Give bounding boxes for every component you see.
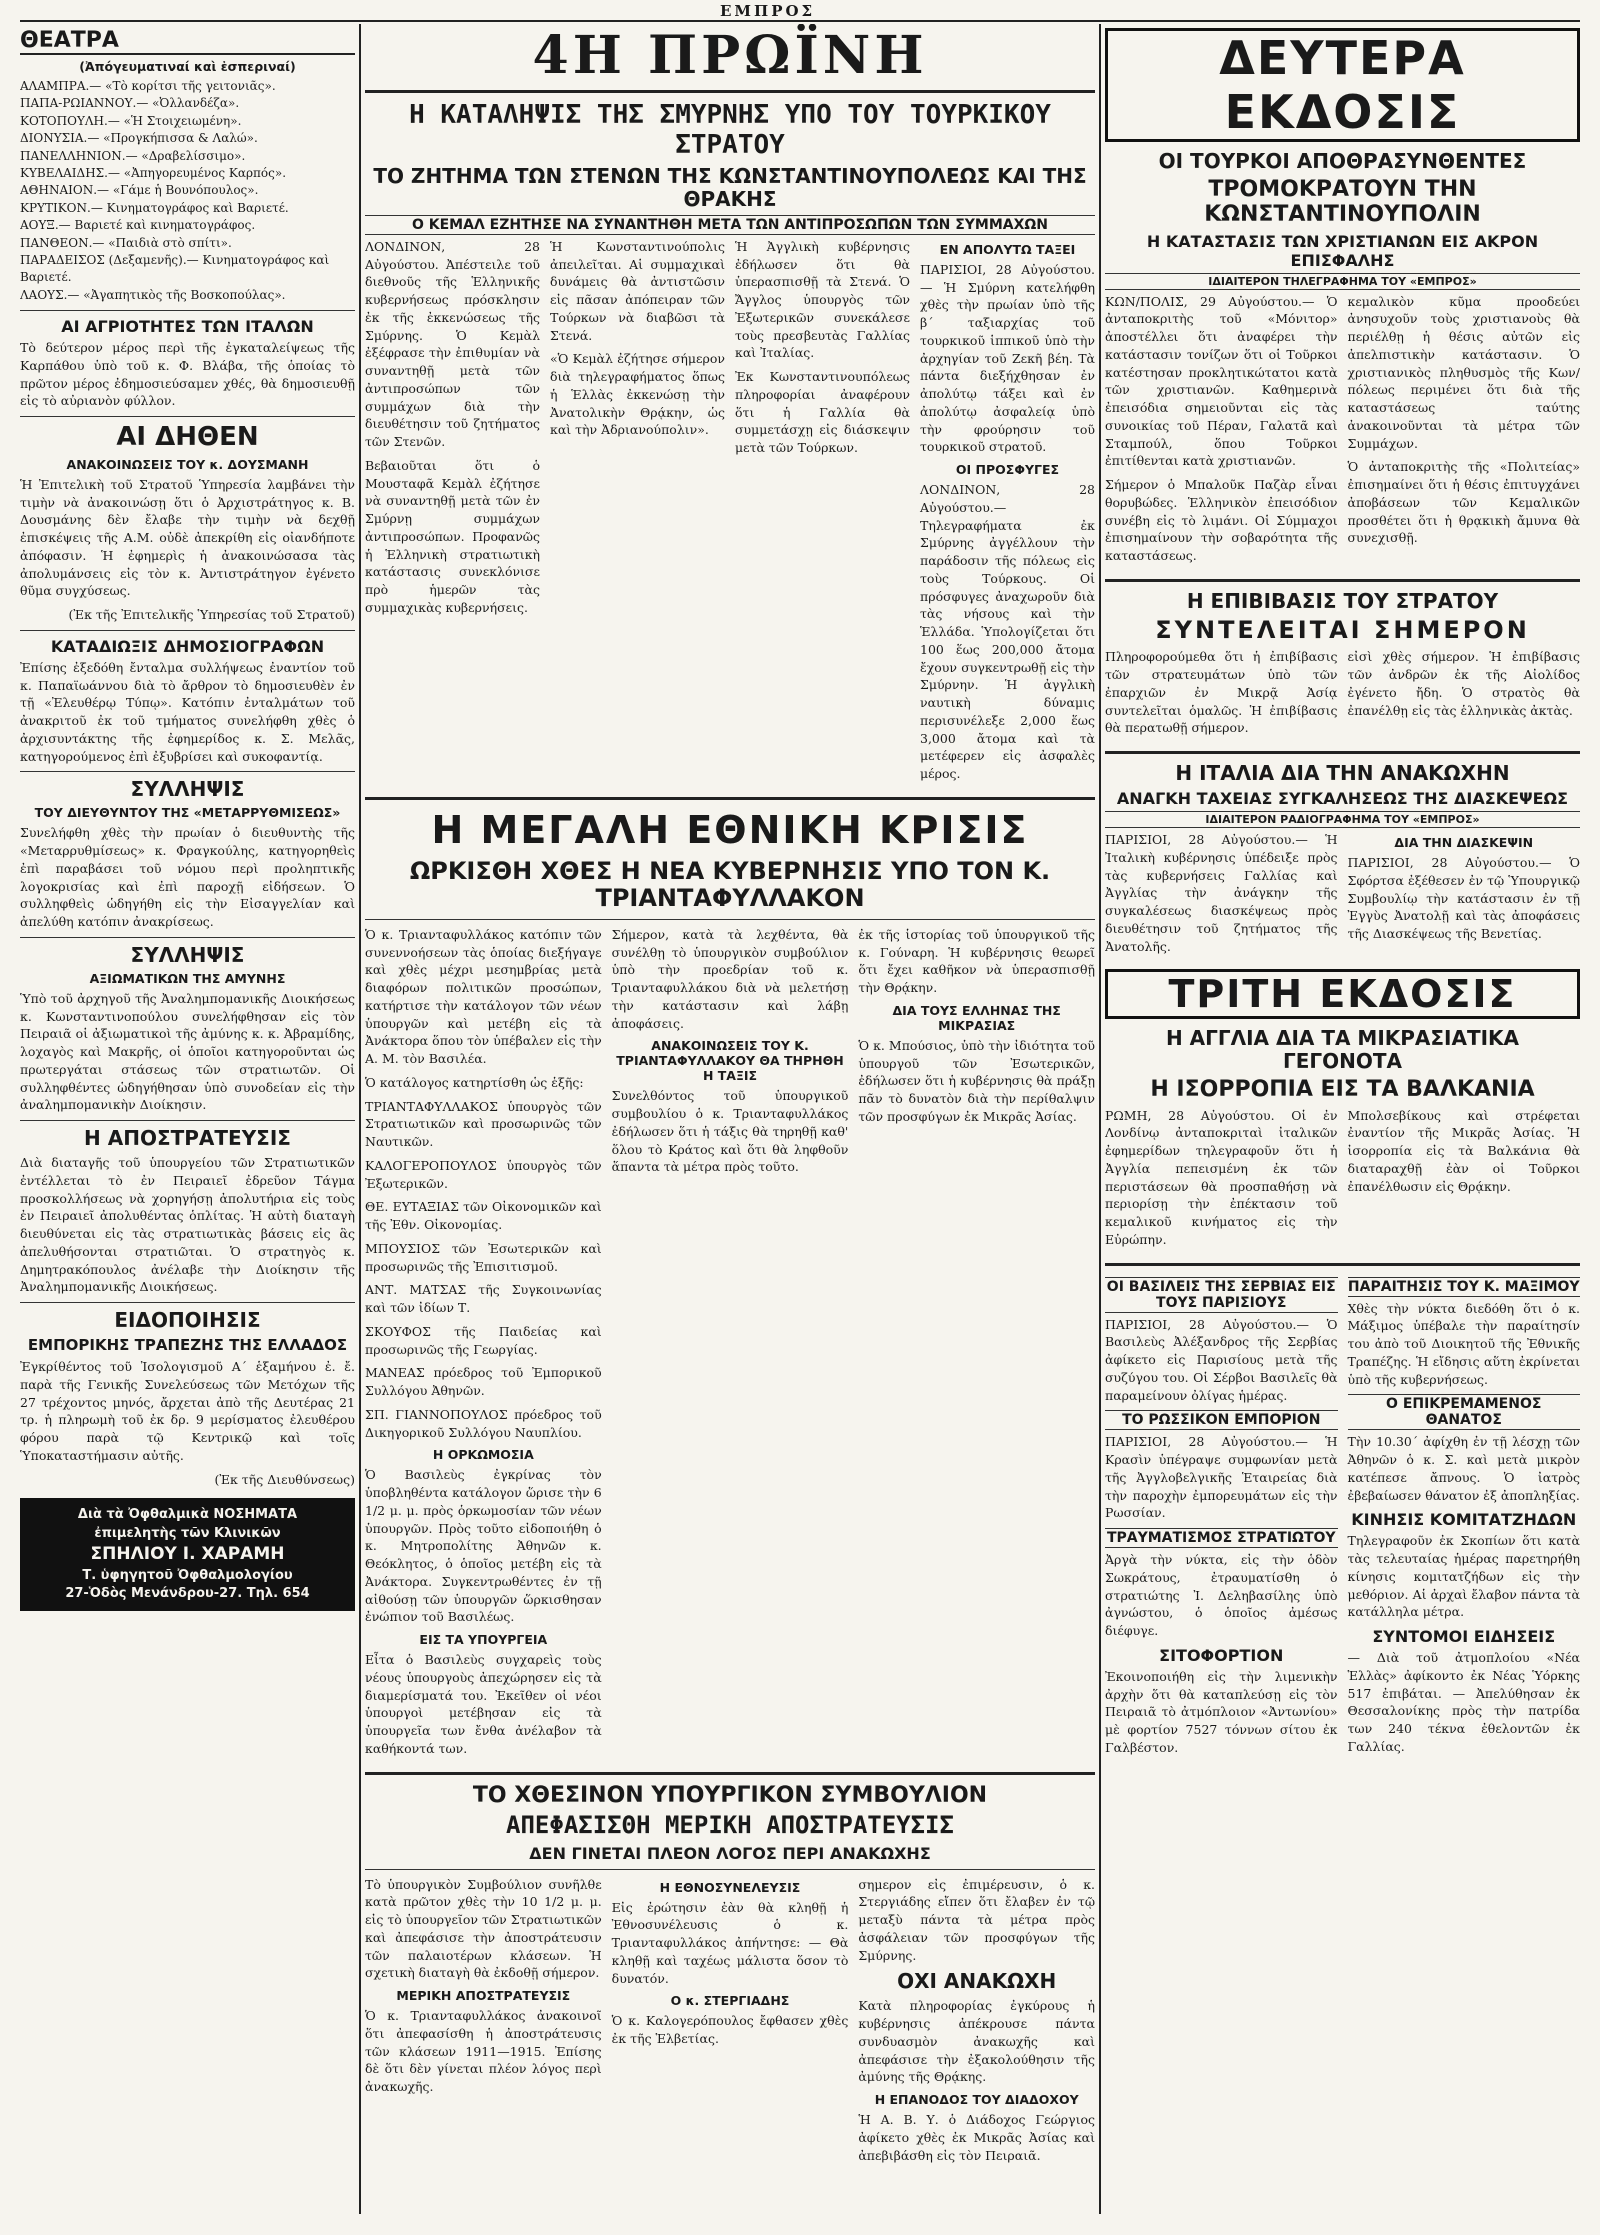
theatre-item: ΚΥΒΕΛΑΙΔΗΣ.— «Ἀπηγορευμένος Καρπός». (20, 165, 287, 180)
theatre-item: ΑΟΥΞ.— Βαριετέ καὶ κινηματογράφος. (20, 218, 256, 233)
article-text: Ὁ κατάλογος κατηρτίσθη ὡς ἑξῆς: (365, 1074, 584, 1090)
article-text: ΠΑΡΙΣΙΟΙ, 28 Αὐγούστου.— Ἡ Σμύρνη κατελήφθη χθὲς τὴν πρωίαν ὑπὸ τῆς β΄ ταξιαρχίας τοῦ τουρκικοῦ ἱππικοῦ ὑπὸ τὴν ἀρχηγίαν τοῦ Ζεκῆ βέη. Τὰ πάντα διεξήχθησαν ἐν ἀπολύτῳ τάξει καὶ ἐν ἀπολύτῳ ἀσφαλείᾳ ὑπὸ τὴν φρούρησιν τοῦ τουρκικοῦ στρατοῦ. (920, 261, 1095, 455)
article-text: Χθὲς τὴν νύκτα διεδόθη ὅτι ὁ κ. Μάξιμος ὑπέβαλε τὴν παραίτησίν του ἀπὸ τοῦ Διοικητοῦ τῆς Ἐθνικῆς Τραπέζης. Ἡ εἴδησις αὕτη ἐκρίνεται ὑπὸ τῆς κυβερνήσεως. (1347, 1300, 1580, 1387)
text-column (612, 926, 849, 1764)
divider (20, 630, 355, 631)
text-column (920, 238, 1095, 789)
article-text: ΡΩΜΗ, 28 Αὐγούστου. Οἱ ἐν Λονδίνῳ ἀνταποκριταὶ ἰταλικῶν ἐφημερίδων τηλεγραφοῦν ὅτι ἡ Ἀγγλία πεπεισμένη ἐκ τῶν περιστάσεων θὰ προσπαθήσῃ νὰ περιορίσῃ τὴν ἐπέκτασιν τοῦ κεμαλικοῦ κινήματος εἰς τὴν Εὐρώπην. (1105, 1107, 1338, 1247)
headline: Η ΚΑΤΑΣΤΑΣΙΣ ΤΩΝ ΧΡΙΣΤΙΑΝΩΝ ΕΙΣ ΑΚΡΟΝ ΕΠΙΣΦΑΛΗΣ (1146, 231, 1539, 270)
headline: ΤΟ ΧΘΕΣΙΝΟΝ ΥΠΟΥΡΓΙΚΟΝ ΣΥΜΒΟΥΛΙΟΝ (472, 1782, 988, 1808)
article-columns (365, 238, 1095, 789)
headline: Ο ΚΕΜΑΛ ΕΖΗΤΗΣΕ ΝΑ ΣΥΝΑΝΤΗΘΗ ΜΕΤΑ ΤΩΝ ΑΝΤΙΠΡΟΣΩΠΩΝ ΤΩΝ ΣΥΜΜΑΧΩΝ (365, 215, 1095, 235)
divider (1105, 579, 1580, 582)
ad-line: Διὰ τὰ Ὀφθαλμικὰ ΝΟΣΗΜΑΤΑ (77, 1507, 298, 1523)
theatre-item: ΠΑΝΕΛΛΗΝΙΟΝ.— «Δραβελίσσιμο». (20, 148, 246, 163)
article-subtitle: ΕΜΠΟΡΙΚΗΣ ΤΡΑΠΕΖΗΣ ΤΗΣ ΕΛΛΑΔΟΣ (27, 1336, 348, 1355)
minister-item: ΜΠΟΥΣΙΟΣ τῶν Ἐσωτερικῶν καὶ προσωρινῶς τῆς Ἐπισιτισμοῦ. (365, 1240, 602, 1274)
divider (365, 1772, 1095, 1775)
divider (365, 797, 1095, 800)
article-text: Τὴν 10.30΄ ἀφίχθη ἐν τῇ λέσχῃ τῶν Ἀθηνῶν ὁ κ. Σ. καὶ μετὰ μικρὸν κατέπεσε ἄπνους. Ὁ ἰατρὸς ἐβεβαίωσεν θάνατον ἐξ ἀποπληξίας. (1347, 1434, 1580, 1503)
divider (365, 919, 1095, 920)
article-title: ΑΙ ΑΓΡΙΟΤΗΤΕΣ ΤΩΝ ΙΤΑΛΩΝ (61, 317, 314, 337)
article-subtitle: ΔΙΑ ΤΟΥΣ ΕΛΛΗΝΑΣ ΤΗΣ ΜΙΚΡΑΣΙΑΣ (892, 1002, 1061, 1033)
headline: ΤΟ ΖΗΤΗΜΑ ΤΩΝ ΣΤΕΝΩΝ ΤΗΣ ΚΩΝΣΤΑΝΤΙΝΟΥΠΟΛΕΩΣ ΚΑΙ ΤΗΣ ΘΡΑΚΗΣ (373, 163, 1087, 211)
article-text: Σήμερον, κατὰ τὰ λεχθέντα, θὰ συνέλθῃ τὸ ὑπουργικὸν συμβούλιον ὑπὸ τὴν προεδρίαν τοῦ κ. Τριανταφυλλάκου διὰ νὰ μελετήσῃ τὴν κατάστασιν καὶ λάβῃ ἀποφάσεις. (611, 926, 849, 1031)
article-title: ΚΑΤΑΔΙΩΞΙΣ ΔΗΜΟΣΙΟΓΡΑΦΩΝ (50, 636, 325, 656)
divider (20, 416, 355, 417)
article-text: Ὁ κ. Καλογερόπουλος ἔφθασεν χθὲς ἐκ τῆς Ἑλβετίας. (611, 2013, 849, 2047)
theatre-item: ΑΘΗΝΑΙΟΝ.— «Γάμε ἡ Βουνόπουλος». (20, 183, 259, 198)
article-columns (1105, 1274, 1580, 1763)
text-column (735, 238, 910, 789)
theatre-item: ΚΟΤΟΠΟΥΛΗ.— «Ἡ Στοιχειωμένη». (20, 113, 242, 128)
masthead-title: ΕΜΠΡΟΣ (720, 2, 816, 20)
article-columns (1105, 648, 1580, 743)
article-text: Κατὰ πληροφορίας ἐγκύρους ἡ κυβέρνησις ἀπέκρουσε πάντα συνδυασμὸν ἀνακωχῆς καὶ ἀπεφάσισε τὴν ἐξακολούθησιν τῆς ἀμύνης τῆς Θρᾴκης. (858, 1998, 1095, 2085)
column-rule-left (359, 24, 361, 2214)
divider (20, 771, 355, 772)
article-text: ΚΩΝ/ΠΟΛΙΣ, 29 Αὐγούστου.— Ὁ ἀνταποκριτὴς τοῦ «Μόνιτορ» ἀποστέλλει ὅτι ἀναφέρει τὴν κατάστασιν τονίζων ὅτι οἱ Τοῦρκοι κατέστησαν προκλητικώτατοι κατὰ τῶν χριστιανῶν. Καθημερινὰ ἐπεισόδια σημειοῦνται εἰς τὰς συνοικίας τοῦ Πέραν, Γαλατᾶ καὶ Σταμπούλ, ὅπου Τοῦρκοι ἐπιτίθενται κατὰ χριστιανῶν. (1105, 293, 1338, 469)
minister-item: ΜΑΝΕΑΣ πρόεδρος τοῦ Ἐμπορικοῦ Συλλόγου Ἀθηνῶν. (365, 1365, 602, 1399)
article-text: Ὑπὸ τοῦ ἀρχηγοῦ τῆς Ἀναλημπομανικῆς Διοικήσεως κ. Κωνσταντινοπούλου συνελήφθησαν εἰς τὸν Πειραιᾶ οἱ ἀξιωματικοὶ τῆς ἀμύνης κ. κ. Ἀβραμίδης, λοχαγὸς καὶ Μακρῆς, οἱ ὁποῖοι κατηγοροῦνται ὡς πρωτεργάται στάσεως τῶν στρατιωτῶν. Οἱ συλληφθέντες ὡδηγήθησαν ὑπὸ συνοδείαν εἰς τὴν ἀναλημπομανικὴν Διοίκησιν. (20, 990, 355, 1113)
divider (365, 90, 1095, 93)
article-subtitle: ΑΞΙΩΜΑΤΙΚΩΝ ΤΗΣ ΑΜΥΝΗΣ (89, 970, 286, 986)
article-columns (1105, 831, 1580, 961)
article-text: Τηλεγραφοῦν ἐκ Σκοπίων ὅτι κατὰ τὰς τελευταίας ἡμέρας παρετηρήθη κίνησις κομιτατζήδων εἰς τὴν μεθόριον. Αἱ ἀρχαὶ ἔλαβον πάντα τὰ κατάλληλα μέτρα. (1347, 1533, 1580, 1620)
article-text: ΠΑΡΙΣΙΟΙ, 28 Αὐγούστου.— Ὁ Σφόρτσα ἐξέθεσεν ἐν τῷ Ὑπουργικῷ Συμβουλίῳ τὴν κατάστασιν ἐν τῇ Ἐγγὺς Ἀνατολῇ καὶ τὰς ἀποφάσεις τῆς Διασκέψεως τῆς Βενετίας. (1347, 855, 1580, 942)
article-text: Πληροφορούμεθα ὅτι ἡ ἐπιβίβασις τῶν στρατευμάτων ὑπὸ τῶν ἐπαρχιῶν ἐν Μικρᾷ Ἀσίᾳ συντελεῖται ὁμαλῶς. Ἡ ἐπιβίβασις θὰ περατωθῇ σήμερον. (1105, 649, 1338, 736)
article-subtitle: Η ΕΠΑΝΟΔΟΣ ΤΟΥ ΔΙΑΔΟΧΟΥ (874, 2092, 1079, 2108)
article-text: ΛΟΝΔΙΝΟΝ, 28 Αὐγούστου. Ἀπέστειλε τοῦ διεθνοῦς τῆς Ἑλληνικῆς κυβερνήσεως πρόσκλησιν ἐκ τῆς ἐκκενώσεως τῆς Σμύρνης. Ὁ Κεμὰλ ἐξέφρασε τὴν ἐπιθυμίαν νὰ συναντηθῇ μετὰ τῶν ἀντιπροσώπων τῶν συμμάχων διὰ τὴν διευθέτησιν τοῦ ζητήματος τῶν Στενῶν. (365, 238, 540, 450)
article-columns (365, 926, 1095, 1764)
divider (1105, 751, 1580, 754)
article-subtitle: Ο κ. ΣΤΕΡΓΙΑΔΗΣ (670, 1993, 790, 2009)
article-subtitle: ΜΕΡΙΚΗ ΑΠΟΣΤΡΑΤΕΥΣΙΣ (396, 1988, 571, 2004)
article-text: Ἐκοινοποιήθη εἰς τὴν λιμενικὴν ἀρχὴν ὅτι θὰ καταπλεύσῃ εἰς τὸν Πειραιᾶ τὸ ἀτμόπλοιον «Ἀντωνίου» μὲ φορτίον 7527 τόννων σίτου ἐκ Γαλβέστον. (1105, 1668, 1338, 1755)
text-column (1105, 1274, 1338, 1763)
text-column (365, 238, 540, 789)
article-text: Σήμερον ὁ Μπαλοῦκ Παζὰρ εἶναι θορυβώδες. Ἑλληνικὸν ἐπεισόδιον συνέβη εἰς τὸ λιμάνι. Οἱ Σύμμαχοι ἐπισημαίνουν τὴν σοβαρότητα τῆς καταστάσεως. (1105, 477, 1338, 564)
article-text: Τὸ ὑπουργικὸν Συμβούλιον συνῆλθε κατὰ πρῶτον χθὲς τὴν 10 1/2 μ. μ. εἰς τὸ ὑπουργεῖον τῶν Στρατιωτικῶν καὶ ἀπεφάσισε τὴν ἀποστράτευσιν τῶν παλαιοτέρων κλάσεων. Ἡ σχετικὴ διαταγὴ θὰ ἐκδοθῇ σήμερον. (365, 1876, 602, 1981)
article-title: Ο ΕΠΙΚΡΕΜΑΜΕΝΟΣ ΘΑΝΑΤΟΣ (1348, 1394, 1581, 1430)
advertisement (20, 1498, 355, 1611)
theatre-title: ΘΕΑΤΡΑ (20, 28, 355, 55)
article-text: Συνελθόντος τοῦ ὑπουργικοῦ συμβουλίου ὁ κ. Τριανταφυλλάκος ἐδήλωσεν ὅτι ἡ τάξις θὰ τηρηθῇ καθ' ὅλου τὸ Κράτος καὶ ὅτι θὰ ληφθοῦν ἅπαντα τὰ μέτρα πρὸς τοῦτο. (611, 1088, 849, 1175)
minister-item: ΑΝΤ. ΜΑΤΣΑΣ τῆς Συγκοινωνίας καὶ τῶν ἰδίων Τ. (365, 1282, 602, 1316)
divider (1105, 1263, 1580, 1266)
article-text: Εἰς ἐρώτησιν ἐὰν θὰ κληθῇ ἡ Ἐθνοσυνέλευσις ὁ κ. Τριανταφυλλάκος ἀπήντησε: — Θὰ κληθῇ καὶ ταχέως μάλιστα ὅσον τὸ δυνατόν. (611, 1899, 849, 1986)
article-text: Ἡ Ἐπιτελικὴ τοῦ Στρατοῦ Ὑπηρεσία λαμβάνει τὴν τιμὴν νὰ ἀνακοινώσῃ ὅτι ὁ Ἀρχιστράτηγος κ. Β. Δουσμάνης δὲν ἔλαβε τὴν τιμὴν νὰ δεχθῇ ἐπισκέψεις τῆς Α.Μ. οὐδὲ ἀπεκρίθη εἰς οἰανδήποτε ἀπόφασιν. Ἡ ἐφημερὶς ἡ ἀνακοινώσασα τὰς ἀπολυμάνσεις εἰς τὸν κ. Ἀντιστράτηγον ἐγένετο θῦμα συγχύσεως. (20, 476, 355, 599)
theatre-item: ΔΙΟΝΥΣΙΑ.— «Προγκήπισσα & Λαλώ». (20, 131, 258, 146)
center-column (365, 24, 1095, 2214)
text-column (1348, 831, 1581, 961)
article-title: ΤΟ ΡΩΣΣΙΚΟΝ ΕΜΠΟΡΙΟΝ (1105, 1410, 1338, 1430)
article-text: Βεβαιοῦται ὅτι ὁ Μουσταφᾶ Κεμὰλ ἐζήτησε νὰ συναντηθῇ μετὰ τῶν ἐν Σμύρνῃ συμμάχων ἀντιπροσώπων. Προφανῶς ἡ Ἑλληνικὴ στρατιωτικὴ κατάστασις συνεκλόνισε πρὸ ἡμερῶν τὰς συμμαχικὰς κυβερνήσεις. (365, 457, 540, 615)
theatre-subtitle: (Ἀπόγευματιναί καὶ ἑσπεριναί) (79, 59, 296, 74)
ad-line: ἐπιμελητὴς τῶν Κλινικῶν (94, 1525, 281, 1541)
minister-item: ΘΕ. ΕΥΤΑΞΙΑΣ τῶν Οἰκονομικῶν καὶ τῆς Ἐθν. Οἰκονομίας. (365, 1199, 602, 1233)
theatre-item: ΠΑΡΑΔΕΙΣΟΣ (Δεξαμενῆς).— Κινηματογράφος καὶ Βαριετέ. (20, 252, 330, 285)
article-signature: (Ἐκ τῆς Ἐπιτελικῆς Ὑπηρεσίας τοῦ Στρατοῦ) (68, 607, 355, 623)
article-title: ΣΥΝΤΟΜΟΙ ΕΙΔΗΣΕΙΣ (1372, 1627, 1556, 1647)
text-column (1348, 293, 1581, 571)
text-column (550, 238, 725, 789)
article-text: Ἐγκρίθέντος τοῦ Ἰσολογισμοῦ Α΄ ἑξαμήνου ἐ. ἔ. παρὰ τῆς Γενικῆς Συνελεύσεως τῶν Μετόχων τῆς 27 τρέχοντος μηνός, ἄρχεται ἀπὸ τῆς Δευτέρας 21 τρ. ἡ πληρωμὴ τοῦ ἐκ δρ. 9 μερίσματος ἐλευθέρου φόρου παρὰ τῷ Κεντρικῷ καὶ τοῖς Ὑποκαταστήμασιν αὐτῆς. (20, 1359, 355, 1463)
ad-line: Τ. ὑφηγητοῦ Ὀφθαλμολογίου (82, 1567, 293, 1583)
article-subtitle: ΤΟΥ ΔΙΕΥΘΥΝΤΟΥ ΤΗΣ «ΜΕΤΑΡΡΥΘΜΙΣΕΩΣ» (34, 805, 341, 821)
text-column (858, 1876, 1095, 2171)
divider (20, 1302, 355, 1303)
headline: Η ΑΓΓΛΙΑ ΔΙΑ ΤΑ ΜΙΚΡΑΣΙΑΤΙΚΑ ΓΕΓΟΝΟΤΑ (1165, 1026, 1520, 1074)
edition-title: ΔΕΥΤΕΡΑ ΕΚΔΟΣΙΣ (1105, 28, 1580, 142)
article-text: Ἡ Κωνσταντινούπολις ἀπειλεῖται. Αἱ συμμαχικαὶ δυνάμεις θὰ ἀντιστῶσιν εἰς πᾶσαν ἀπόπειραν τῶν Τούρκων νὰ διαβῶσι τὰ Στενά. (550, 238, 725, 343)
article-columns (1105, 1107, 1580, 1255)
text-column (858, 926, 1095, 1764)
article-text: ΠΑΡΙΣΙΟΙ, 28 Αὐγούστου.— Ὁ Βασιλεὺς Ἀλέξανδρος τῆς Σερβίας ἀφίκετο εἰς Παρισίους μετὰ τῆς συζύγου του. Οἱ Σέρβοι Βασιλεῖς θὰ παραμείνουν ὀλίγας ἡμέρας. (1105, 1316, 1338, 1403)
article-text: Μπολσεβίκους καὶ στρέφεται ἐναντίον τῆς Μικρᾶς Ἀσίας. Ἡ ἰσορροπία εἰς τὰ Βαλκάνια θὰ διαταραχθῇ ἐὰν οἱ Τοῦρκοι ἐπανέλθωσιν εἰς Θρᾴκην. (1347, 1107, 1580, 1194)
article-title: ΚΙΝΗΣΙΣ ΚΟΜΙΤΑΤΖΗΔΩΝ (1351, 1510, 1577, 1530)
column-rule-right (1099, 24, 1101, 2214)
right-column (1105, 24, 1580, 2214)
ad-name: ΣΠΗΛΙΟΥ Ι. ΧΑΡΑΜΗ (90, 1543, 285, 1564)
article-subtitle: ΔΙΑ ΤΗΝ ΔΙΑΣΚΕΨΙΝ (1394, 835, 1534, 851)
headline: ΩΡΚΙΣΘΗ ΧΘΕΣ Η ΝΕΑ ΚΥΒΕΡΝΗΣΙΣ ΥΠΟ ΤΟΝ Κ. ΤΡΙΑΝΤΑΦΥΛΛΑΚΟΝ (409, 856, 1051, 913)
divider (20, 310, 355, 311)
article-subtitle: ΑΝΑΚΟΙΝΩΣΕΙΣ ΤΟΥ Κ. ΤΡΙΑΝΤΑΦΥΛΛΑΚΟΥ ΘΑ ΤΗΡΗΘΗ Η ΤΑΞΙΣ (616, 1038, 844, 1084)
article-title: ΤΡΑΥΜΑΤΙΣΜΟΣ ΣΤΡΑΤΙΩΤΟΥ (1106, 1530, 1336, 1547)
theatre-item: ΠΑΝΘΕΟΝ.— «Παιδιὰ στὸ σπίτι». (20, 235, 232, 250)
article-text: Ἀργὰ τὴν νύκτα, εἰς τὴν ὁδὸν Σωκράτους, ἐτραυματίσθη ὁ στρατιώτης Ἰ. Δεληβασίλης ὑπὸ ἀγνώστου, ὁ ὁποῖος ἀμέσως διέφυγε. (1105, 1552, 1338, 1639)
text-column (1105, 648, 1338, 743)
article-text: Ἡ Α. Β. Υ. ὁ Διάδοχος Γεώργιος ἀφίκετο χθὲς ἐκ Μικρᾶς Ἀσίας καὶ ἀπεβιβάσθη εἰς τὸν Πειραιᾶ. (858, 2112, 1095, 2163)
theatre-list (20, 78, 355, 304)
headline: ΑΝΑΓΚΗ ΤΑΧΕΙΑΣ ΣΥΓΚΑΛΗΣΕΩΣ ΤΗΣ ΔΙΑΣΚΕΨΕΩΣ (1116, 789, 1569, 809)
article-title: ΕΝ ΑΠΟΛΥΤΩ ΤΑΞΕΙ (939, 241, 1076, 257)
article-title: ΣΥΛΛΗΨΙΣ (130, 777, 245, 802)
text-column (1105, 293, 1338, 571)
minister-item: ΤΡΙΑΝΤΑΦΥΛΛΑΚΟΣ ὑπουργὸς τῶν Στρατιωτικῶν καὶ προσωρινῶς τῶν Ναυτικῶν. (365, 1098, 602, 1150)
minister-item: ΣΚΟΥΦΟΣ τῆς Παιδείας καὶ προσωρινῶς τῆς Γεωργίας. (365, 1323, 602, 1357)
headline: Η ΚΑΤΑΛΗΨΙΣ ΤΗΣ ΣΜΥΡΝΗΣ ΥΠΟ ΤΟΥ ΤΟΥΡΚΙΚΟΥ ΣΤΡΑΤΟΥ (409, 100, 1051, 160)
article-text: Ὁ ἀνταποκριτὴς τῆς «Πολιτείας» ἐπισημαίνει ὅτι ἡ θέσις ἐπιτυγχάνει ἀποβάσεων τῶν Κεμαλικῶν προσθέτει ὅτι ἡ θρᾳκικὴ ἄμυνα θὰ συνεχισθῇ. (1347, 459, 1580, 546)
text-column (1348, 1274, 1581, 1763)
telegram-tag: ΙΔΙΑΙΤΕΡΟΝ ΡΑΔΙΟΓΡΑΦΗΜΑ ΤΟΥ «ΕΜΠΡΟΣ» (1105, 811, 1580, 828)
headline: Η ΕΠΙΒΙΒΑΣΙΣ ΤΟΥ ΣΤΡΑΤΟΥ (1186, 588, 1499, 613)
headline: ΣΥΝΤΕΛΕΙΤΑΙ ΣΗΜΕΡΟΝ (1155, 615, 1530, 644)
theatre-item: ΠΑΠΑ-ΡΩΙΑΝΝΟΥ.— «Ὀλλανδέζα». (20, 96, 240, 111)
text-column (365, 1876, 602, 2171)
article-columns (1105, 293, 1580, 571)
article-text: Συνελήφθη χθὲς τὴν πρωίαν ὁ διευθυντὴς τῆς «Μεταρρυθμίσεως» κ. Φραγκούλης, κατηγορηθεὶς ἐπὶ παραβάσει τοῦ νόμου περὶ προληπτικῆς λογοκρισίας καὶ ἐπὶ παροχῇ εἰδήσεων. Ὁ συλληφθεὶς ὡδηγήθη εἰς τὴν Εἰσαγγελίαν καὶ ἀπελύθη κατόπιν ἀνακρίσεως. (20, 825, 355, 930)
article-text: Ἡ Ἀγγλικὴ κυβέρνησις ἐδήλωσεν ὅτι θὰ ὑπερασπισθῇ τὰ Στενά. Ὁ Ἄγγλος ὑπουργὸς τῶν Ἐξωτερικῶν συνεκάλεσε τοὺς πρεσβευτὰς Γαλλίας καὶ Ἰταλίας. (735, 238, 910, 361)
article-title: ΣΙΤΟΦΟΡΤΙΟΝ (1159, 1645, 1284, 1665)
article-text: «Ὁ Κεμὰλ ἐζήτησε σήμερον διὰ τηλεγραφήματος ὅπως ἡ Ἑλλὰς ἐκκενώσῃ τὴν Ἀνατολικὴν Θρᾴκην, ὡς καὶ τὴν Ἀδριανούπολιν». (550, 351, 725, 438)
text-column (1105, 831, 1338, 961)
article-title: ΕΙΔΟΠΟΙΗΣΙΣ (114, 1308, 261, 1333)
article-text: Ἐπίσης ἐξεδόθη ἔνταλμα συλλήψεως ἐναντίον τοῦ κ. Παπαϊωάννου διὰ τὸ ἄρθρον τὸ δημοσιευθὲν ἐν τῇ «Ἐλευθέρῳ Τύπῳ». Κατόπιν ἐνταλμάτων τοῦ ἀνακριτοῦ ἐκ τοῦ τμήματος συνελήφθη χθὲς ὁ ἀρχισυντάκτης τῆς ἐφημερίδος κ. Σ. Μελᾶς, κατηγορούμενος ἐπὶ ἐξυβρίσει καὶ συκοφαντίᾳ. (20, 659, 355, 764)
article-subtitle: ΑΝΑΚΟΙΝΩΣΕΙΣ ΤΟΥ κ. ΔΟΥΣΜΑΝΗ (66, 456, 309, 472)
divider (20, 937, 355, 938)
text-column (365, 926, 602, 1764)
article-text: Ἐκ Κωνσταντινουπόλεως πληροφορίαι ἀναφέρουν ὅτι ἡ Γαλλία θὰ συμμετάσχῃ εἰς διάσκεψιν μετὰ τῶν Τούρκων. (735, 369, 910, 456)
theatre-item: ΚΡΥΤΙΚΟΝ.— Κινηματογράφος καὶ Βαριετέ. (20, 200, 289, 215)
minister-item: ΚΑΛΟΓΕΡΟΠΟΥΛΟΣ ὑπουργὸς τῶν Ἐξωτερικῶν. (365, 1157, 602, 1191)
left-column (20, 24, 355, 2214)
masthead (20, 2, 1580, 22)
article-text: Ὁ κ. Τριανταφυλλάκος κατόπιν τῶν συνεννοήσεων τὰς ὁποίας διεξήγαγε καὶ χθὲς μέχρι μεσημβρίας μετὰ διαφόρων πολιτικῶν προσώπων, κατήρτισε τὴν κατάλογον τῶν νέων ὑπουργῶν καὶ μετέβη εἰς τὰ Ἀνάκτορα ὅπου τὸν ὑπέβαλεν εἰς τὴν Α. Μ. τὸν Βασιλέα. (365, 926, 602, 1067)
article-text: — Διὰ τοῦ ἀτμοπλοίου «Νέα Ἑλλὰς» ἀφίκοντο ἐκ Νέας Ὑόρκης 517 ἐπιβάται. — Ἀπελύθησαν ἐκ Θεσσαλονίκης πρὸς τὴν πατρίδα των 240 τέκνα ἐθελοντῶν ἐκ Γαλλίας. (1347, 1650, 1580, 1754)
headline: ΟΙ ΤΟΥΡΚΟΙ ΑΠΟΘΡΑΣΥΝΘΕΝΤΕΣ (1158, 149, 1527, 173)
article-text: κεμαλικὸν κῦμα προοδεύει ἀνησυχοῦν τοὺς χριστιανοὺς θὰ περιέλθῃ ἡ θέσις αὐτῶν εἰς ἀπελπιστικὴν κατάστασιν. Ὁ χριστιανικὸς πληθυσμὸς τῆς Κων/πόλεως περιμένει ὅτι διὰ τῆς καταστάσεως ταύτης ἀνακοινοῦνται τὰ μέτρα τῶν Συμμάχων. (1347, 293, 1580, 451)
text-column (612, 1876, 849, 2171)
headline: Η ΜΕΓΑΛΗ ΕΘΝΙΚΗ ΚΡΙΣΙΣ (431, 807, 1029, 852)
article-text: Ὁ Βασιλεὺς ἐγκρίνας τὸν ὑποβληθέντα κατάλογον ὥρισε τὴν 6 1/2 μ. μ. πρὸς ὁρκωμοσίαν τῶν νέων ὑπουργῶν. Πρὸς τοῦτο εἰδοποιήθη ὁ κ. Μητροπολίτης Ἀθηνῶν κ. Θεόκλητος, ὁ ὁποῖος μετέβη εἰς τὰ Ἀνάκτορα. Συγκεντρωθέντες ἐν τῇ αἰθούσῃ τῶν ὑπουργῶν ὥρκισθησαν ἐνώπιον τοῦ Βασιλέως. (365, 1467, 602, 1625)
ad-line: 27-Ὁδὸς Μενάνδρου-27. Τηλ. 654 (65, 1585, 310, 1601)
headline: ΤΡΟΜΟΚΡΑΤΟΥΝ ΤΗΝ ΚΩΝΣΤΑΝΤΙΝΟΥΠΟΛΙΝ (1204, 177, 1481, 228)
text-column (1348, 1107, 1581, 1255)
article-text: σημερον εἰς ἐπιμέρευσιν, ὁ κ. Στεργιάδης εἴπεν ὅτι ἔλαβεν ἐν τῷ μεταξὺ πάντα τὰ μέτρα πρὸς ἀσφάλειαν τῶν προσφύγων τῆς Σμύρνης. (858, 1876, 1095, 1963)
article-text: Διὰ διαταγῆς τοῦ ὑπουργείου τῶν Στρατιωτικῶν ἐντέλλεται τὸ ἐν Πειραιεῖ ἐδρεῦον Τάγμα προσκολλήσεως νὰ χορηγήσῃ ἀπολυτήρια εἰς τοὺς ἐν Πειραιεῖ ἀπολυθέντας ὁπλίτας. Ἡ αὐτὴ διαταγὴ διευθύνεται εἰς τὰς στρατιωτικὰς βάσεις εἰς ἃς ἀπελυθήσονται στρατιῶται. Ὁ στρατηγὸς κ. Δημητρακόπουλος ἀνέλαβε τὴν Διοίκησιν τῆς Ἀναλημπομανικῆς Διοικήσεως. (20, 1155, 355, 1295)
article-text: Ὁ κ. Τριανταφυλλάκος ἀνακοινοῖ ὅτι ἀπεφασίσθη ἡ ἀποστράτευσις τῶν κλάσεων 1911—1915. Ἐπίσης δὲ ὅτι δὲν γίνεται πλέον λόγος περὶ ἀνακωχῆς. (365, 2008, 602, 2095)
article-text: ἐκ τῆς ἱστορίας τοῦ ὑπουργικοῦ τῆς κ. Γούναρη. Ἡ κυβέρνησις θεωρεῖ ὅτι ἔχει καθῆκον νὰ ὑπερασπισθῇ τὴν Θρᾴκην. (858, 926, 1095, 996)
text-column (1348, 648, 1581, 743)
article-title: ΑΙ ΔΗΘΕΝ (116, 422, 259, 453)
headline: Η ΙΣΟΡΡΟΠΙΑ ΕΙΣ ΤΑ ΒΑΛΚΑΝΙΑ (1150, 1077, 1535, 1103)
article-title: ΣΥΛΛΗΨΙΣ (130, 942, 245, 967)
text-column (1105, 1107, 1338, 1255)
article-signature: (Ἐκ τῆς Διευθύνσεως) (214, 1471, 355, 1487)
article-text: Εἶτα ὁ Βασιλεὺς συγχαρεὶς τοὺς νέους ὑπουργοὺς ἀπεχώρησεν εἰς τὰ διαμερίσματά του. Ἐκεῖθεν οἱ νέοι ὑπουργοὶ μετέβησαν εἰς τὰ ὑπουργεῖα των ἔνθα ἀνέλαβον τὰ καθήκοντά των. (365, 1652, 602, 1756)
headline: Η ΙΤΑΛΙΑ ΔΙΑ ΤΗΝ ΑΝΑΚΩΧΗΝ (1175, 761, 1510, 786)
telegram-tag: ΙΔΙΑΙΤΕΡΟΝ ΤΗΛΕΓΡΑΦΗΜΑ ΤΟΥ «ΕΜΠΡΟΣ» (1105, 273, 1580, 290)
article-subtitle: ΕΙΣ ΤΑ ΥΠΟΥΡΓΕΙΑ (419, 1632, 548, 1648)
minister-list (365, 1098, 602, 1442)
article-subtitle: Η ΟΡΚΩΜΟΣΙΑ (432, 1447, 534, 1463)
headline: ΑΠΕΦΑΣΙΣΘΗ ΜΕΡΙΚΗ ΑΠΟΣΤΡΑΤΕΥΣΙΣ (506, 1811, 954, 1840)
article-subtitle: Η ΕΘΝΟΣΥΝΕΛΕΥΣΙΣ (659, 1879, 801, 1895)
article-text: ΠΑΡΙΣΙΟΙ, 28 Αὐγούστου.— Ἡ Ἰταλικὴ κυβέρνησις ὑπέδειξε πρὸς τὰς κυβερνήσεις Γαλλίας καὶ Ἀγγλίας τὴν ἀνάγκην τῆς συγκαλέσεως διασκέψεως πρὸς διευθέτησιν τοῦ ζητήματος τῆς Ἀνατολῆς. (1105, 832, 1338, 954)
edition-title: 4Η ΠΡΩΪΝΗ (532, 25, 928, 86)
article-title: ΠΑΡΑΙΤΗΣΙΣ ΤΟΥ Κ. ΜΑΞΙΜΟΥ (1347, 1278, 1580, 1295)
minister-item: ΣΠ. ΓΙΑΝΝΟΠΟΥΛΟΣ πρόεδρος τοῦ Δικηγορικοῦ Συλλόγου Ναυπλίου. (365, 1406, 602, 1440)
article-columns (365, 1876, 1095, 2171)
article-text: ΛΟΝΔΙΝΟΝ, 28 Αὐγούστου.— Τηλεγραφήματα ἐκ Σμύρνης ἀγγέλλουν τὴν παράδοσιν τῆς πόλεως εἰς τοὺς Τούρκους. Οἱ πρόσφυγες ἀναχωροῦν διὰ τὰς νήσους καὶ τὴν Ἑλλάδα. Ὑπολογίζεται ὅτι 100 ἕως 200,000 ἄτομα ἔχουν συγκεντρωθῇ εἰς τὴν Σμύρνην. Ἡ ἀγγλικὴ ναυτικὴ δύναμις περισυνέλεξε 2,000 ἕως 3,000 ἄτομα καὶ τὰ μετέφερεν εἰς ἀσφαλὲς μέρος. (920, 482, 1095, 782)
article-title: ΟΙ ΠΡΟΣΦΥΓΕΣ (955, 462, 1060, 478)
article-text: Ὁ κ. Μπούσιος, ὑπὸ τὴν ἰδιότητα τοῦ ὑπουργοῦ τῶν Ἐσωτερικῶν, ἐδήλωσεν ὅτι ἡ κυβέρνησις θὰ πράξῃ πᾶν τὸ δυνατὸν διὰ τὴν περίθαλψιν τῶν προσφύγων ἐκ Μικρᾶς Ἀσίας. (858, 1037, 1095, 1124)
divider (20, 1120, 355, 1121)
article-title: Η ΑΠΟΣΤΡΑΤΕΥΣΙΣ (84, 1126, 291, 1151)
article-text: ΠΑΡΙΣΙΟΙ, 28 Αὐγούστου.— Ἡ Κρασὶν ὑπέγραψε συμφωνίαν μετὰ τῆς Ἀγγλοβελγικῆς Ἑταιρείας διὰ τὴν παροχὴν ἐμπορευμάτων εἰς τὴν Ρωσσίαν. (1105, 1434, 1338, 1521)
article-text: εἰσὶ χθὲς σήμερον. Ἡ ἐπιβίβασις τῶν ἀνδρῶν ἐκ τῆς Αἰολίδος ἐγένετο ἤδη. Ὁ στρατὸς θὰ ἐπανέλθῃ εἰς τὰς ἑλληνικὰς ἀκτὰς. (1347, 649, 1580, 718)
article-title: ΟΙ ΒΑΣΙΛΕΙΣ ΤΗΣ ΣΕΡΒΙΑΣ ΕΙΣ ΤΟΥΣ ΠΑΡΙΣΙΟΥΣ (1106, 1278, 1336, 1311)
theatre-item: ΑΛΑΜΠΡΑ.— «Τὸ κορίτσι τῆς γειτονιᾶς». (20, 79, 276, 93)
article-subtitle: ΟΧΙ ΑΝΑΚΩΧΗ (897, 1969, 1057, 1994)
divider (365, 1869, 1095, 1870)
headline: ΔΕΝ ΓΙΝΕΤΑΙ ΠΛΕΟΝ ΛΟΓΟΣ ΠΕΡΙ ΑΝΑΚΩΧΗΣ (529, 1843, 931, 1863)
edition-title: ΤΡΙΤΗ ΕΚΔΟΣΙΣ (1105, 969, 1580, 1019)
theatre-item: ΛΑΟΥΣ.— «Ἀγαπητικὸς τῆς Βοσκοπούλας». (20, 287, 286, 302)
article-text: Τὸ δεύτερον μέρος περὶ τῆς ἐγκαταλείψεως τῆς Καρπάθου ὑπὸ τοῦ κ. Φ. Βλάβα, τῆς ὁποίας τὸ πρῶτον μέρος ἐδημοσιεύσαμεν χθές, θὰ δημοσιευθῇ εἰς τὸ αὐριανὸν φύλλον. (20, 340, 355, 409)
